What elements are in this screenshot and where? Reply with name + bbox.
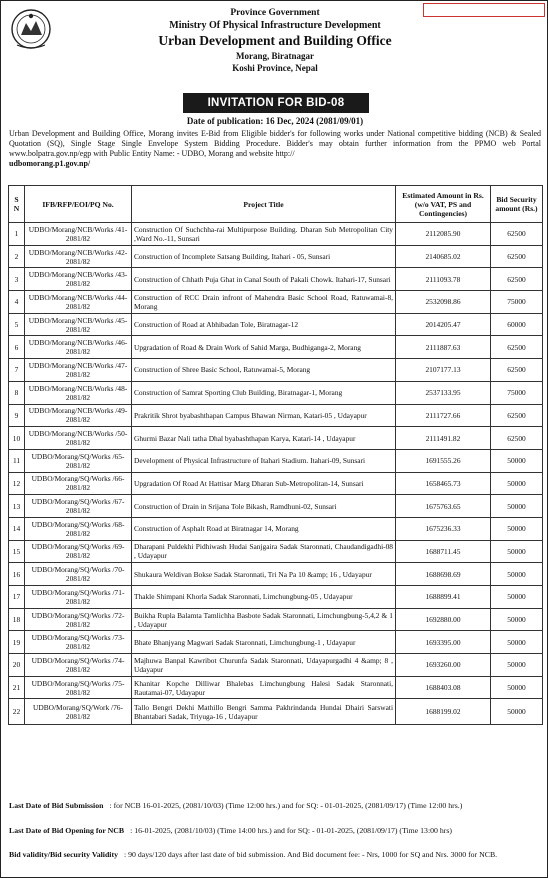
row-ifb-number: UDBO/Morang/SQ/Work /76-2081/82 bbox=[25, 699, 132, 725]
row-sn: 12 bbox=[9, 472, 25, 495]
row-ifb-number: UDBO/Morang/NCB/Works /41-2081/82 bbox=[25, 223, 132, 246]
row-project-title: Dharapani Puldekhi Pidhiwash Hudai Sanjgaira Sadak Staronnati, Chaudandigadhi-08 , Udayapur bbox=[132, 540, 396, 563]
table-row bbox=[9, 336, 543, 359]
row-bid-security: 50000 bbox=[491, 586, 543, 609]
row-bid-security: 50000 bbox=[491, 631, 543, 654]
table-row bbox=[9, 291, 543, 314]
table-row bbox=[9, 381, 543, 404]
row-sn: 2 bbox=[9, 245, 25, 268]
submission-deadline bbox=[9, 801, 541, 811]
row-sn: 14 bbox=[9, 517, 25, 540]
row-sn: 10 bbox=[9, 427, 25, 450]
notice-header bbox=[1, 7, 548, 74]
row-bid-security: 50000 bbox=[491, 472, 543, 495]
row-estimated-amount: 2537133.95 bbox=[396, 381, 491, 404]
row-ifb-number: UDBO/Morang/SQ/Works /74-2081/82 bbox=[25, 654, 132, 677]
submission-value: : for NCB 16-01-2025, (2081/10/03) (Time 12:00 hrs.) and for SQ: - 01-01-2025, (2081/09/17) (Time 12:00 hrs.) bbox=[109, 801, 463, 810]
bid-table bbox=[8, 185, 543, 725]
table-row bbox=[9, 359, 543, 382]
row-sn: 4 bbox=[9, 291, 25, 314]
publication-date: Date of publication: 16 Dec, 2024 (2081/09/01) bbox=[186, 116, 364, 126]
submission-label: Last Date of Bid Submission bbox=[9, 801, 104, 810]
row-project-title: Buikha Rupla Balamta Tamlichha Basbote Sadak Staronnati, Limchungbung-5,4,2 & 1 , Udayapur bbox=[132, 608, 396, 631]
row-sn: 7 bbox=[9, 359, 25, 382]
row-bid-security: 50000 bbox=[491, 517, 543, 540]
table-row bbox=[9, 427, 543, 450]
row-project-title: Bhate Bhanjyang Magwari Sadak Staronnati, Limchungbung-1 , Udayapur bbox=[132, 631, 396, 654]
row-bid-security: 62500 bbox=[491, 223, 543, 246]
province-location-line: Koshi Province, Nepal bbox=[232, 63, 318, 73]
row-ifb-number: UDBO/Morang/NCB/Works /46-2081/82 bbox=[25, 336, 132, 359]
row-estimated-amount: 1688711.45 bbox=[396, 540, 491, 563]
table-row bbox=[9, 586, 543, 609]
row-ifb-number: UDBO/Morang/NCB/Works /45-2081/82 bbox=[25, 313, 132, 336]
row-ifb-number: UDBO/Morang/NCB/Works /49-2081/82 bbox=[25, 404, 132, 427]
row-bid-security: 50000 bbox=[491, 540, 543, 563]
opening-label: Last Date of Bid Opening for NCB bbox=[9, 826, 125, 835]
header-sn: S N bbox=[9, 186, 25, 223]
office-title: Urban Development and Building Office bbox=[158, 33, 392, 48]
row-ifb-number: UDBO/Morang/SQ/Works /73-2081/82 bbox=[25, 631, 132, 654]
row-bid-security: 62500 bbox=[491, 404, 543, 427]
row-ifb-number: UDBO/Morang/SQ/Works /68-2081/82 bbox=[25, 517, 132, 540]
table-body bbox=[9, 223, 543, 725]
row-estimated-amount: 2111093.78 bbox=[396, 268, 491, 291]
validity-value: : 90 days/120 days after last date of bid submission. And Bid document fee: - Nrs, 1000 for SQ and Nrs. 3000 for NCB. bbox=[123, 850, 498, 859]
row-ifb-number: UDBO/Morang/SQ/Works /69-2081/82 bbox=[25, 540, 132, 563]
row-bid-security: 50000 bbox=[491, 449, 543, 472]
row-sn: 21 bbox=[9, 676, 25, 699]
row-ifb-number: UDBO/Morang/SQ/Works /65-2081/82 bbox=[25, 449, 132, 472]
row-sn: 18 bbox=[9, 608, 25, 631]
row-estimated-amount: 2112085.90 bbox=[396, 223, 491, 246]
table-row bbox=[9, 563, 543, 586]
table-row bbox=[9, 631, 543, 654]
row-estimated-amount: 2014205.47 bbox=[396, 313, 491, 336]
row-sn: 8 bbox=[9, 381, 25, 404]
row-sn: 17 bbox=[9, 586, 25, 609]
opening-deadline bbox=[9, 826, 541, 836]
table-row bbox=[9, 699, 543, 725]
row-project-title: Construction of Drain in Srijana Tole Bikash, Ramdhuni-02, Sunsari bbox=[132, 495, 396, 518]
row-ifb-number: UDBO/Morang/NCB/Works /48-2081/82 bbox=[25, 381, 132, 404]
table-row bbox=[9, 223, 543, 246]
table-row bbox=[9, 472, 543, 495]
row-estimated-amount: 2532098.86 bbox=[396, 291, 491, 314]
province-line: Province Government bbox=[230, 8, 320, 18]
row-ifb-number: UDBO/Morang/NCB/Works /42-2081/82 bbox=[25, 245, 132, 268]
row-sn: 11 bbox=[9, 449, 25, 472]
row-ifb-number: UDBO/Morang/SQ/Works /75-2081/82 bbox=[25, 676, 132, 699]
row-sn: 9 bbox=[9, 404, 25, 427]
row-project-title: Construction of Shree Basic School, Ratuwamai-5, Morang bbox=[132, 359, 396, 382]
row-project-title: Construction of Chhath Puja Ghat in Canal South of Pakali Chowk. Itahari-17, Sunsari bbox=[132, 268, 396, 291]
header-estimated-amount: Estimated Amount in Rs. (w/o VAT, PS and Contingencies) bbox=[396, 186, 491, 223]
row-bid-security: 50000 bbox=[491, 676, 543, 699]
row-bid-security: 50000 bbox=[491, 608, 543, 631]
row-sn: 16 bbox=[9, 563, 25, 586]
row-project-title: Upgradation Of Road At Hattisar Marg Dharan Sub-Metropolitan-14, Sunsari bbox=[132, 472, 396, 495]
row-ifb-number: UDBO/Morang/NCB/Works /47-2081/82 bbox=[25, 359, 132, 382]
row-estimated-amount: 1693260.00 bbox=[396, 654, 491, 677]
row-estimated-amount: 1688698.69 bbox=[396, 563, 491, 586]
row-project-title: Construction of Samrat Sporting Club Building, Biratnagar-1, Morang bbox=[132, 381, 396, 404]
row-estimated-amount: 2111887.63 bbox=[396, 336, 491, 359]
row-sn: 5 bbox=[9, 313, 25, 336]
row-bid-security: 62500 bbox=[491, 245, 543, 268]
row-bid-security: 50000 bbox=[491, 654, 543, 677]
row-estimated-amount: 1692880.00 bbox=[396, 608, 491, 631]
row-project-title: Prakritik Shrot byabashthapan Campus Bhawan Nirman, Katari-05 , Udayapur bbox=[132, 404, 396, 427]
row-estimated-amount: 2140685.02 bbox=[396, 245, 491, 268]
row-bid-security: 75000 bbox=[491, 381, 543, 404]
row-project-title: Ghurmi Bazar Nali tatha Dhal byabashthapan Karya, Katari-14 , Udayapur bbox=[132, 427, 396, 450]
row-bid-security: 62500 bbox=[491, 359, 543, 382]
table-row bbox=[9, 495, 543, 518]
table-row bbox=[9, 676, 543, 699]
website-link[interactable]: udbomorang.p1.gov.np/ bbox=[9, 159, 91, 168]
row-estimated-amount: 1693395.00 bbox=[396, 631, 491, 654]
row-project-title: Majhuwa Banpal Kawribot Churunfa Sadak Staronnati, Udayapurgadhi 4 &amp; 8 , Udayapur bbox=[132, 654, 396, 677]
row-ifb-number: UDBO/Morang/NCB/Works /44-2081/82 bbox=[25, 291, 132, 314]
row-estimated-amount: 1675236.33 bbox=[396, 517, 491, 540]
row-bid-security: 50000 bbox=[491, 563, 543, 586]
row-bid-security: 62500 bbox=[491, 336, 543, 359]
table-row bbox=[9, 449, 543, 472]
row-project-title: Shukaura Weldivan Bokse Sadak Staronnati, Tri Na Pa 10 &amp; 16 , Udayapur bbox=[132, 563, 396, 586]
table-row bbox=[9, 313, 543, 336]
row-bid-security: 50000 bbox=[491, 495, 543, 518]
intro-paragraph bbox=[9, 129, 541, 169]
row-ifb-number: UDBO/Morang/NCB/Works /43-2081/82 bbox=[25, 268, 132, 291]
location-line: Morang, Biratnagar bbox=[236, 51, 314, 61]
validity-info bbox=[9, 850, 541, 860]
table-row bbox=[9, 540, 543, 563]
row-project-title: Construction of Asphalt Road at Biratnagar 14, Morang bbox=[132, 517, 396, 540]
row-sn: 13 bbox=[9, 495, 25, 518]
row-sn: 1 bbox=[9, 223, 25, 246]
row-ifb-number: UDBO/Morang/SQ/Works /71-2081/82 bbox=[25, 586, 132, 609]
row-estimated-amount: 1658465.73 bbox=[396, 472, 491, 495]
row-sn: 20 bbox=[9, 654, 25, 677]
row-sn: 15 bbox=[9, 540, 25, 563]
row-sn: 22 bbox=[9, 699, 25, 725]
row-project-title: Upgradation of Road & Drain Work of Sahid Marga, Budhiganga-2, Morang bbox=[132, 336, 396, 359]
row-sn: 19 bbox=[9, 631, 25, 654]
row-sn: 3 bbox=[9, 268, 25, 291]
row-project-title: Khanitar Kopche Dilliwar Bhalebas Limchungbung Halesi Sadak Staronnati, Rautamai-07, Udayapur bbox=[132, 676, 396, 699]
row-project-title: Tallo Bengri Dekhi Mathillo Bengri Samma Pakhrindanda Hundai Dhairi Sarswati Bhantabari Sadak, Triyuga-16 , Udayapur bbox=[132, 699, 396, 725]
invitation-banner: INVITATION FOR BID-08 bbox=[183, 93, 369, 113]
row-ifb-number: UDBO/Morang/SQ/Works /70-2081/82 bbox=[25, 563, 132, 586]
row-estimated-amount: 1691555.26 bbox=[396, 449, 491, 472]
table-row bbox=[9, 654, 543, 677]
row-ifb-number: UDBO/Morang/NCB/Works /50-2081/82 bbox=[25, 427, 132, 450]
row-estimated-amount: 1675763.65 bbox=[396, 495, 491, 518]
row-project-title: Construction of RCC Drain infront of Mahendra Basic School Road, Ratuwamai-8, Morang bbox=[132, 291, 396, 314]
row-sn: 6 bbox=[9, 336, 25, 359]
row-project-title: Construction of Incomplete Satsang Building, Itahari - 05, Sunsari bbox=[132, 245, 396, 268]
row-project-title: Construction of Road at Abhibadan Tole, Biratnagar-12 bbox=[132, 313, 396, 336]
row-estimated-amount: 1688199.02 bbox=[396, 699, 491, 725]
intro-text: Urban Development and Building Office, Morang invites E-Bid from Eligible bidder's for following works under National competitive bidding (NCB) & Sealed Quotation (SQ), Single Stage Single Envelope System Bidding Procedure. Bidder's may obtain further information from the PPMO web Portal www.bolpatra.gov.np/egp with Public Entity Name: - UDBO, Morang and website http:// bbox=[9, 129, 541, 158]
row-project-title: Construction Of Suchchha-rai Multipurpose Building. Dharan Sub Metropolitan City ,Ward No.-11, Sunsari bbox=[132, 223, 396, 246]
row-estimated-amount: 2107177.13 bbox=[396, 359, 491, 382]
table-row bbox=[9, 517, 543, 540]
validity-label: Bid validity/Bid security Validity bbox=[9, 850, 118, 859]
row-estimated-amount: 1688899.41 bbox=[396, 586, 491, 609]
row-ifb-number: UDBO/Morang/SQ/Works /72-2081/82 bbox=[25, 608, 132, 631]
row-bid-security: 62500 bbox=[491, 268, 543, 291]
row-bid-security: 60000 bbox=[491, 313, 543, 336]
opening-value: : 16-01-2025, (2081/10/03) (Time 14:00 hrs.) and for SQ: - 01-01-2025, (2081/09/17) (Time 13:00 hrs) bbox=[130, 826, 452, 835]
header-project-title: Project Title bbox=[132, 186, 396, 223]
row-project-title: Thakle Shimpani Khorla Sadak Staronnati, Limchungbung-05 , Udayapur bbox=[132, 586, 396, 609]
table-header-row bbox=[9, 186, 543, 223]
header-ifb: IFB/RFP/EOI/PQ No. bbox=[25, 186, 132, 223]
row-ifb-number: UDBO/Morang/SQ/Works /67-2081/82 bbox=[25, 495, 132, 518]
row-estimated-amount: 1688403.08 bbox=[396, 676, 491, 699]
row-ifb-number: UDBO/Morang/SQ/Works /66-2081/82 bbox=[25, 472, 132, 495]
table-row bbox=[9, 245, 543, 268]
table-row bbox=[9, 608, 543, 631]
row-estimated-amount: 2111491.82 bbox=[396, 427, 491, 450]
ministry-line: Ministry Of Physical Infrastructure Development bbox=[169, 20, 381, 31]
table-row bbox=[9, 404, 543, 427]
row-estimated-amount: 2111727.66 bbox=[396, 404, 491, 427]
row-bid-security: 62500 bbox=[491, 427, 543, 450]
row-bid-security: 75000 bbox=[491, 291, 543, 314]
row-project-title: Development of Physical Infrastructure of Itahari Stadium. Itahari-09, Sunsari bbox=[132, 449, 396, 472]
row-bid-security: 50000 bbox=[491, 699, 543, 725]
header-bid-security: Bid Security amount (Rs.) bbox=[491, 186, 543, 223]
table-row bbox=[9, 268, 543, 291]
